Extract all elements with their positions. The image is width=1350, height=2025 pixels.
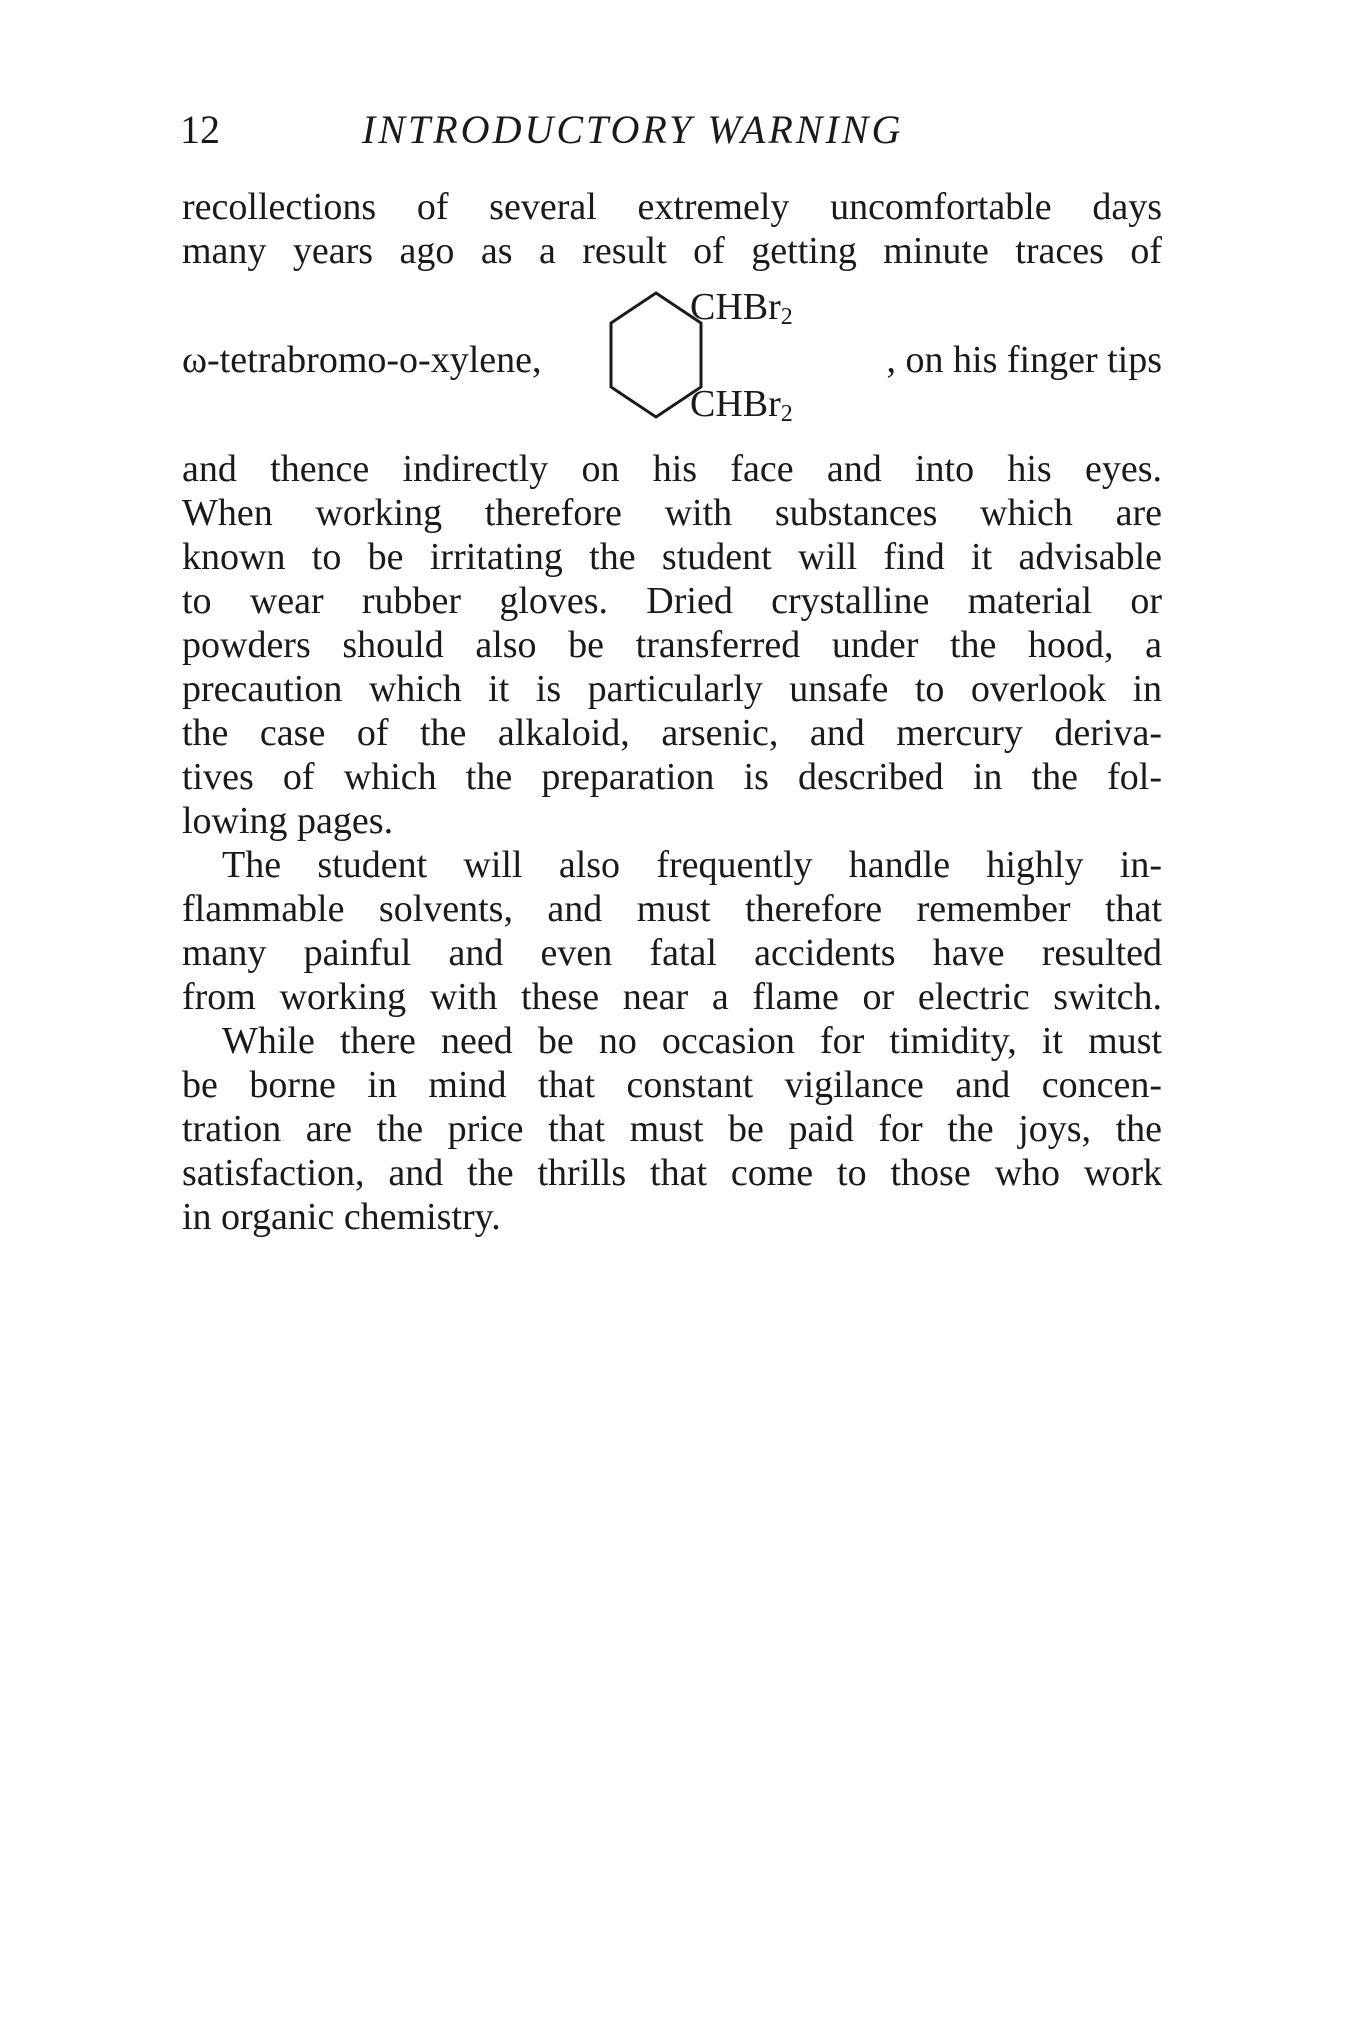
text-line: While there need be no occasion for timidity, it must <box>222 1020 1162 1062</box>
text-line: many years ago as a result of getting minute traces of <box>182 230 1162 272</box>
paragraph-2 <box>182 843 1162 1019</box>
chapter-title: INTRODUCTORY WARNING <box>362 107 904 152</box>
substituent-bottom <box>690 382 793 436</box>
paragraph-1 <box>182 447 1162 843</box>
substituent-top-text: CHBr <box>690 286 781 328</box>
text-line: the case of the alkaloid, arsenic, and mercury deriva- <box>182 712 1162 754</box>
paragraph-3 <box>182 1019 1162 1239</box>
page-number: 12 <box>180 107 220 152</box>
text-line: and thence indirectly on his face and into his eyes. <box>182 448 1162 490</box>
text-line: flammable solvents, and must therefore remember that <box>182 888 1162 930</box>
running-head <box>180 102 1180 158</box>
text-line: recollections of several extremely uncomfortable days <box>182 186 1162 228</box>
substituent-top <box>690 285 793 339</box>
text-line: to wear rubber gloves. Dried crystalline material or <box>182 580 1162 622</box>
text-line: precaution which it is particularly unsafe to overlook in <box>182 668 1162 710</box>
text-line: be borne in mind that constant vigilance and concen- <box>182 1064 1162 1106</box>
text-line: known to be irritating the student will find it advisable <box>182 536 1162 578</box>
text-line: from working with these near a flame or electric switch. <box>182 976 1162 1018</box>
text-line: tives of which the preparation is described in the fol- <box>182 756 1162 798</box>
text-line: in organic chemistry. <box>182 1196 501 1238</box>
text-line: The student will also frequently handle highly in- <box>222 844 1162 886</box>
text-line: lowing pages. <box>182 800 394 842</box>
intro-text <box>182 185 1162 273</box>
chemical-formula <box>182 285 1162 435</box>
substituent-top-index: 2 <box>780 304 793 330</box>
substituent-bottom-text: CHBr <box>690 383 781 425</box>
text-line: powders should also be transferred under the hood, a <box>182 624 1162 666</box>
text-line: satisfaction, and the thrills that come to those who work <box>182 1152 1162 1194</box>
compound-name: ω-tetrabromo-o-xylene, <box>182 339 542 381</box>
text-line: When working therefore with substances which are <box>182 492 1162 534</box>
text-line: tration are the price that must be paid for the joys, the <box>182 1108 1162 1150</box>
substituent-bottom-index: 2 <box>780 401 793 427</box>
formula-trailing-text: , on his finger tips <box>886 339 1162 381</box>
text-line: many painful and even fatal accidents have resulted <box>182 932 1162 974</box>
